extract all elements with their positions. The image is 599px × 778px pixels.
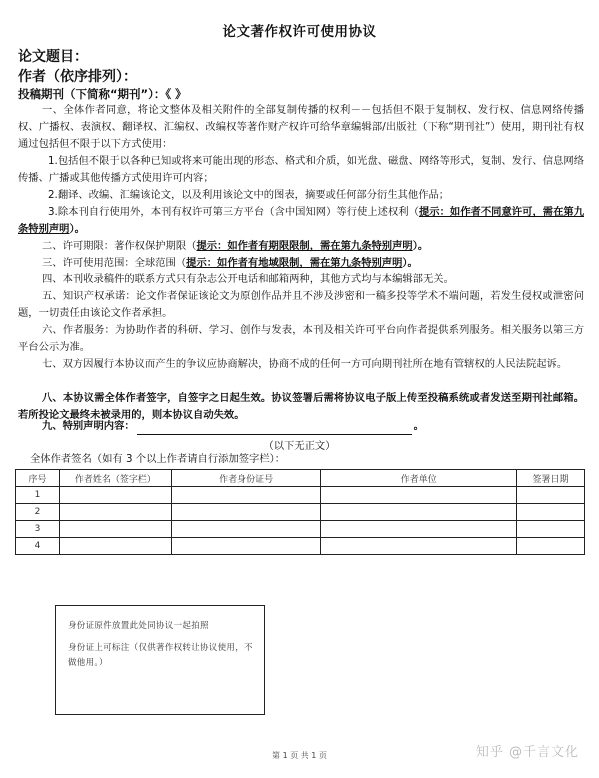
no-more-text: （以下无正文） xyxy=(263,440,336,452)
row-index: 4 xyxy=(16,538,60,555)
paper-title-label: 论文题目： xyxy=(18,49,88,65)
table-row xyxy=(16,538,585,555)
clause-3 xyxy=(18,255,584,272)
id-cell[interactable] xyxy=(171,487,321,504)
id-cell[interactable] xyxy=(171,538,321,555)
date-cell[interactable] xyxy=(517,487,585,504)
row-index: 1 xyxy=(16,487,60,504)
col-header-name: 作者姓名（签字栏） xyxy=(59,470,171,487)
id-cell[interactable] xyxy=(171,521,321,538)
signature-table xyxy=(15,469,585,555)
date-cell[interactable] xyxy=(517,504,585,521)
clause-3-note: 提示：如作者有地域限制，需在第九条特别声明 xyxy=(186,257,403,269)
id-card-photo-box xyxy=(55,605,265,715)
clause-3-text: 三、许可使用范围：全球范围（ xyxy=(42,257,187,269)
name-cell[interactable] xyxy=(59,487,171,504)
signature-table-header xyxy=(16,470,585,487)
name-cell[interactable] xyxy=(59,504,171,521)
special-statement-line[interactable] xyxy=(137,434,412,435)
clause-2-note: 提示：如作者有期限限制，需在第九条特别声明 xyxy=(196,240,413,252)
col-header-date: 签署日期 xyxy=(517,470,585,487)
affiliation-cell[interactable] xyxy=(321,521,517,538)
name-cell[interactable] xyxy=(59,538,171,555)
id-box-line-2: 身份证上可标注（仅供著作权转让协议使用，不做他用。） xyxy=(68,643,253,668)
col-header-id: 作者身份证号 xyxy=(171,470,321,487)
name-cell[interactable] xyxy=(59,521,171,538)
watermark: 知乎 @千言文化 xyxy=(475,745,579,760)
clause-7: 七、双方因履行本协议而产生的争议应协商解决，协商不成的任何一方可向期刊社所在地有管辖权的人民法院起诉。 xyxy=(42,358,568,370)
date-cell[interactable] xyxy=(517,538,585,555)
clause-8: 八、本协议需全体作者签字，自签字之日起生效。协议签署后需将协议电子版上传至投稿系统或者发送至期刊社邮箱。若所投论文最终未被录用的，则本协议自动失效。 xyxy=(18,392,584,421)
clause-1: 一、全体作者同意，将论文整体及相关附件的全部复制传播的权利－－包括但不限于复制权、发行权、信息网络传播权、广播权、表演权、翻译权、汇编权、改编权等著作财产权许可给华章编辑部/出版社（下称“期刊社”）使用，期刊社有权通过包括但不限于以下方式使用： xyxy=(18,104,584,150)
table-row xyxy=(16,487,585,504)
clause-1-item-1: 1.包括但不限于以各种已知或将来可能出现的形态、格式和介质，如光盘、磁盘、网络等形式，复制、发行、信息网络传播、广播或其他传播方式使用许可内容； xyxy=(18,155,584,184)
table-row xyxy=(16,504,585,521)
clause-2-text: 二、许可期限：著作权保护期限（ xyxy=(42,240,197,252)
clause-1-item-2: 2.翻译、改编、汇编该论文，以及利用该论文中的图表，摘要或任何部分衍生其他作品； xyxy=(48,189,450,201)
affiliation-cell[interactable] xyxy=(321,538,517,555)
page-footer: 第 1 页 共 1 页 xyxy=(272,751,327,760)
clause-4: 四、本刊收录稿件的联系方式只有杂志公开电话和邮箱两种，其他方式均与本编辑部无关。 xyxy=(42,273,454,285)
affiliation-cell[interactable] xyxy=(321,487,517,504)
col-header-index: 序号 xyxy=(16,470,60,487)
clause-1-item-3-note: 提示：如作者不同意许可，需在第九条特别声明 xyxy=(18,206,585,235)
date-cell[interactable] xyxy=(517,521,585,538)
clause-9-label: 九、特别声明内容： xyxy=(42,420,135,432)
sign-instruction: 全体作者签名（如有 3 个以上作者请自行添加签字栏）： xyxy=(30,453,286,465)
clause-2-end: ）。 xyxy=(412,240,429,252)
table-row xyxy=(16,521,585,538)
affiliation-cell[interactable] xyxy=(321,504,517,521)
document-title: 论文著作权许可使用协议 xyxy=(222,24,377,40)
id-cell[interactable] xyxy=(171,504,321,521)
clause-1-item-3 xyxy=(18,204,584,238)
id-box-line-1: 身份证原件放置此处同协议一起拍照 xyxy=(68,621,209,631)
journal-label: 投稿期刊（下简称“期刊”）：《 》 xyxy=(18,87,187,101)
row-index: 2 xyxy=(16,504,60,521)
clause-2 xyxy=(18,238,584,255)
clause-5: 五、知识产权承诺：论文作者保证该论文为原创作品并且不涉及涉密和一稿多投等学术不端问题，若发生侵权或泄密问题，一切责任由该论文作者承担。 xyxy=(18,290,584,319)
clause-3-end: ）。 xyxy=(402,257,418,269)
clause-6: 六、作者服务：为协助作者的科研、学习、创作与发表，本刊及相关许可平台向作者提供系列服务。相关服务以第三方平台公示为准。 xyxy=(18,324,584,353)
clause-9-end: 。 xyxy=(413,420,424,432)
clause-1-item-3-text: 3.除本刊自行使用外，本刊有权许可第三方平台（含中国知网）等行使上述权利（ xyxy=(48,206,419,218)
author-label: 作者（依序排列）： xyxy=(18,69,137,85)
clause-1-item-3-end: ）。 xyxy=(69,223,85,235)
clause-9 xyxy=(18,418,584,435)
row-index: 3 xyxy=(16,521,60,538)
col-header-affiliation: 作者单位 xyxy=(321,470,517,487)
